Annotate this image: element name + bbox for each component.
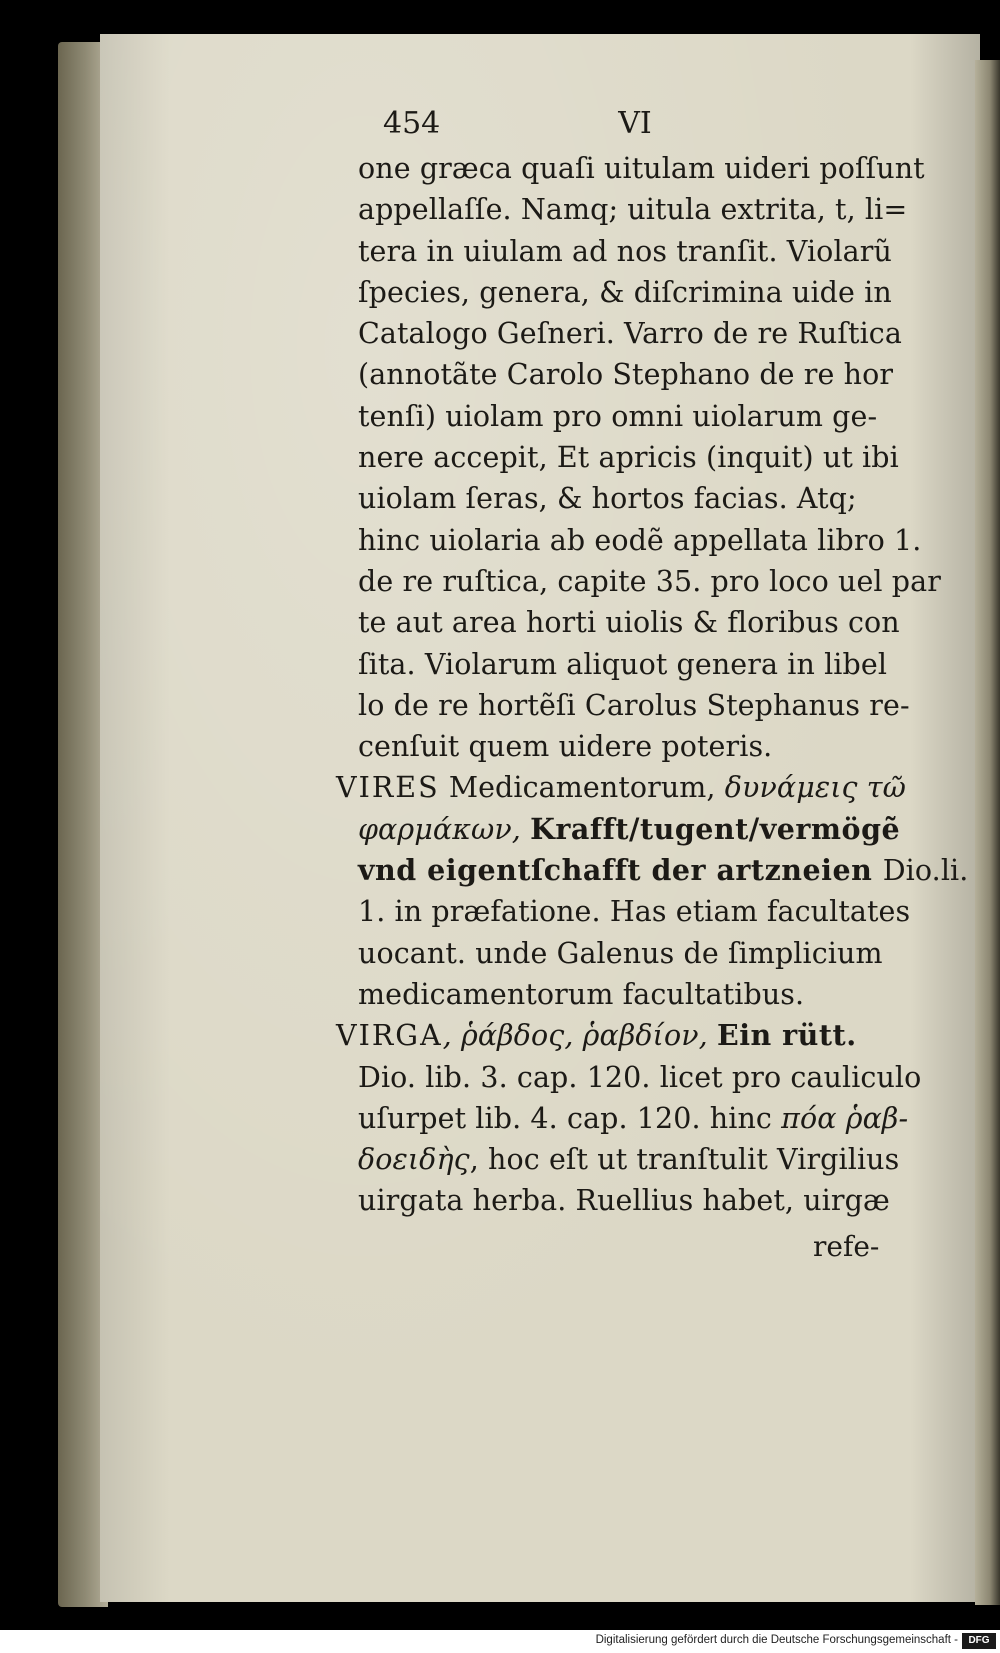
blackletter-text: Krafft/tugent/vermögẽ <box>530 811 901 846</box>
text-line: te aut area horti uiolis & floribus con <box>358 606 900 640</box>
catchword: refe- <box>813 1230 880 1263</box>
blackletter-text: Ein rütt. <box>716 1018 857 1053</box>
page-text <box>336 148 969 1222</box>
entry-vires-line <box>358 809 958 850</box>
entry-virga-line <box>336 1015 958 1056</box>
entry-virga-line: uirgata herba. Ruellius habet, uirgæ <box>358 1184 890 1218</box>
entry-text: uſurpet lib. 4. cap. 120. hinc <box>358 1101 782 1135</box>
text-line: Catalogo Geſneri. Varro de re Ruſtica <box>358 317 902 351</box>
entry-vires-line: medicamentorum facultatibus. <box>358 977 805 1011</box>
page-number: 454 <box>383 106 441 141</box>
entry-vires-line <box>336 767 958 808</box>
entry-virga-line <box>358 1139 958 1180</box>
greek-text: πόα ῥαβ- <box>781 1101 909 1135</box>
greek-text: δυνάμεις τῶ <box>724 771 906 805</box>
blackletter-text: vnd eigentſchafft der artzneien <box>358 853 883 888</box>
text-line: tera in uiulam ad nos tranſit. Violarũ <box>358 234 892 268</box>
footer-bar <box>0 1630 1000 1653</box>
text-line: (annotãte Carolo Stephano de re hor <box>358 358 894 392</box>
text-line: ſpecies, genera, & diſcrimina uide in <box>358 275 892 309</box>
text-line: de re ruſtica, capite 35. pro loco uel par <box>358 564 941 598</box>
dfg-logo: DFG <box>962 1633 996 1649</box>
text-line: nere accepit, Et apricis (inquit) ut ibi <box>358 441 899 475</box>
entry-lemma: VIRES <box>336 771 440 805</box>
text-line: cenſuit quem uidere poteris. <box>358 730 773 764</box>
entry-vires-line <box>358 850 969 891</box>
greek-text: φαρμάκων, <box>358 812 531 846</box>
text-line: appellaſſe. Namq; uitula extrita, t, li= <box>358 193 908 227</box>
text-line: uiolam ſeras, & hortos facias. Atq; <box>358 482 857 516</box>
text-line: tenſi) uiolam pro omni uiolarum ge- <box>358 399 878 433</box>
text-line: one græca quaſi uitulam uideri poſſunt <box>358 152 925 185</box>
entry-lemma: VIRGA <box>336 1019 443 1053</box>
text-line: ſita. Violarum aliquot genera in libel <box>358 647 888 681</box>
greek-text: , ῥάβδος, ῥαβδίον, <box>442 1019 717 1053</box>
entry-virga-line: Dio. lib. 3. cap. 120. licet pro cauliculo <box>358 1060 922 1094</box>
text-line: hinc uiolaria ab eodẽ appellata libro 1. <box>358 523 922 557</box>
entry-text: , hoc eſt ut tranſtulit Virgilius <box>469 1143 900 1177</box>
book-edge-right <box>975 60 1000 1605</box>
entry-text: Medicamentorum, <box>448 771 725 805</box>
entry-virga-line <box>358 1098 958 1139</box>
text-line: lo de re hortẽſi Carolus Stephanus re- <box>358 688 910 722</box>
page-header <box>383 106 652 141</box>
greek-text: δοειδὴς <box>358 1143 470 1177</box>
entry-text: Dio.li. <box>882 854 969 888</box>
entry-vires-line: uocant. unde Galenus de ſimplicium <box>358 936 883 970</box>
footer-credit: Digitalisierung gefördert durch die Deutsche Forschungsgemeinschaft - <box>595 1634 958 1646</box>
entry-vires-line: 1. in præfatione. Has etiam facultates <box>358 895 911 929</box>
running-head: VI <box>618 106 652 141</box>
